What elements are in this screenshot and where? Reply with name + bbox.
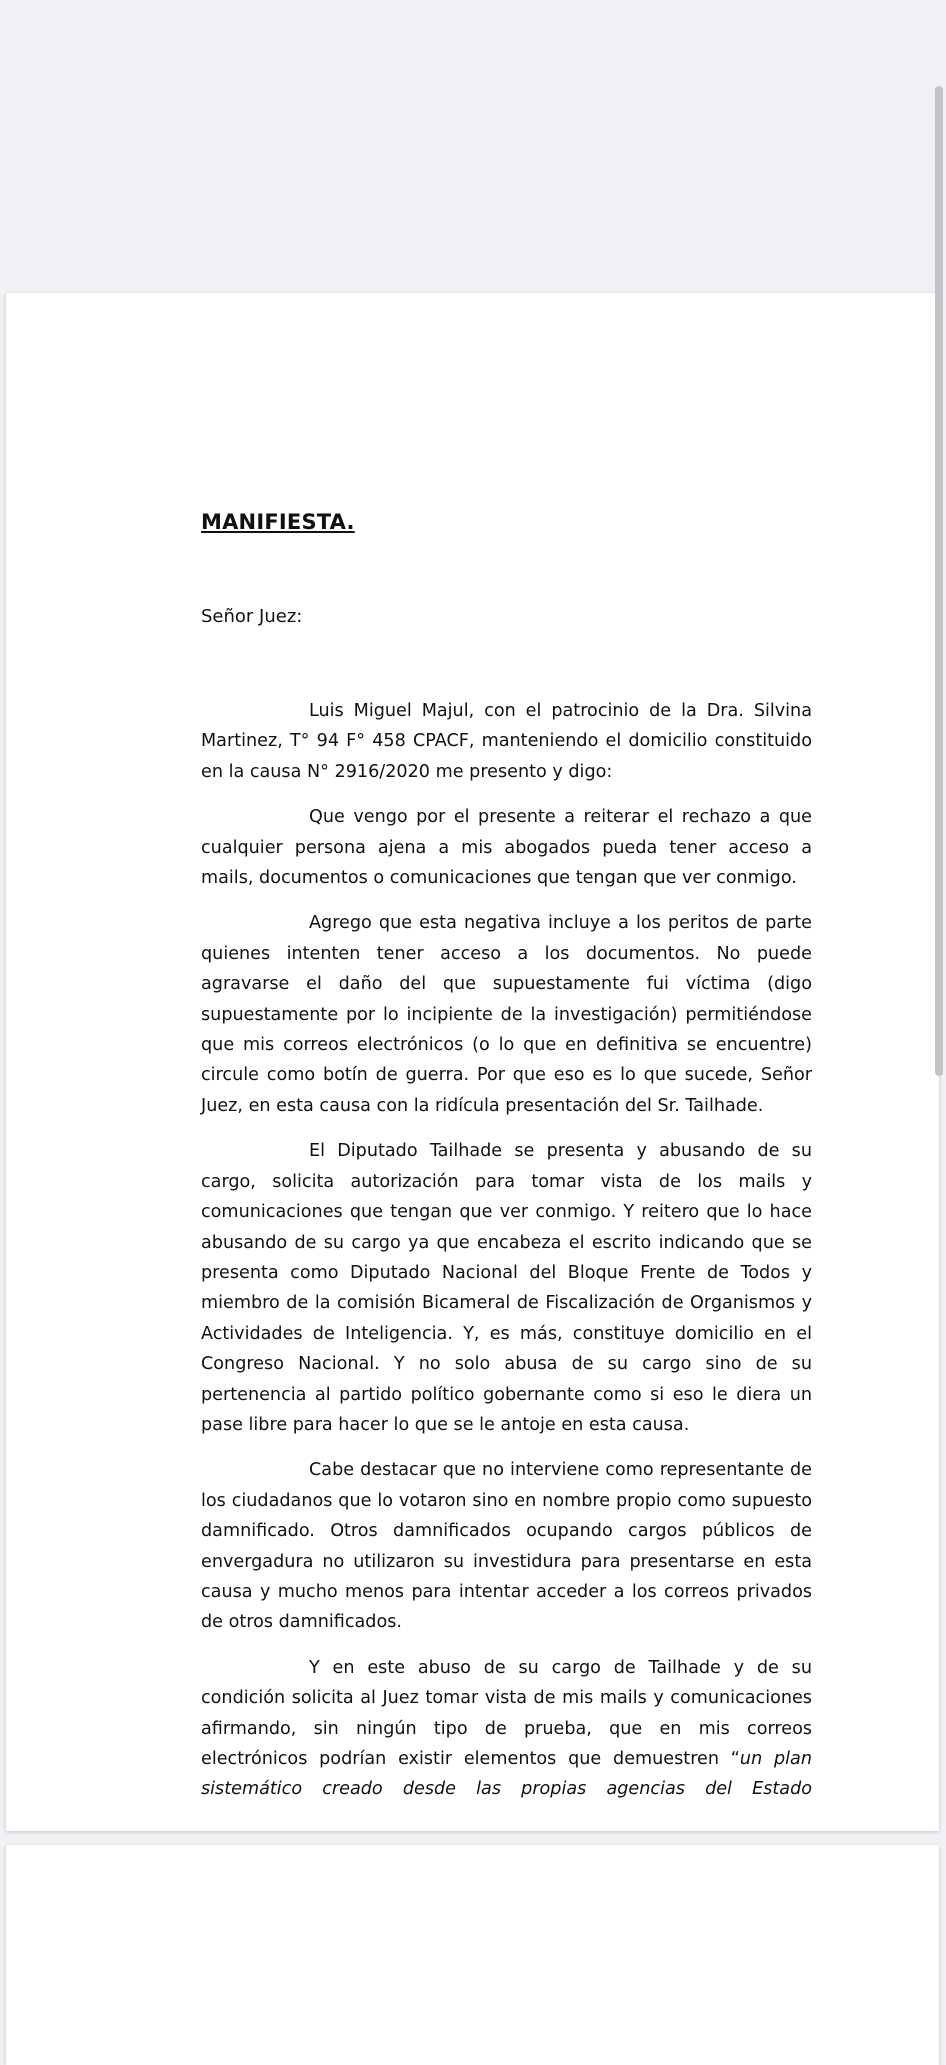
- paragraph-5: Cabe destacar que no interviene como representante de los ciudadanos que lo votaron sino en nombre propio como supuesto damnificado. Otros damnificados ocupando cargos públicos de envergadura no utilizaron su investidura para presentarse en esta causa y mucho menos para intentar acceder a los correos privados de otros damnificados.: [201, 1460, 812, 1633]
- paragraph-6-text: Y en este abuso de su cargo de Tailhade y de su condición solicita al Juez tomar vista de mis mails y comunicaciones afirmando, sin ningún tipo de prueba, que en mis correos electrónicos podrían existir elementos que demuestren “: [201, 1657, 812, 1769]
- paragraph-4: El Diputado Tailhade se presenta y abusando de su cargo, solicita autorización para tomar vista de los mails y comunicaciones que tengan que ver conmigo. Y reitero que lo hace abusando de su cargo ya que encabeza el escrito indicando que se presenta como Diputado Nacional del Bloque Frente de Todos y miembro de la comisión Bicameral de Fiscalización de Organismos y Actividades de Inteligencia. Y, es más, constituye domicilio en el Congreso Nacional. Y no solo abusa de su cargo sino de su pertenencia al partido político gobernante como si eso le diera un pase libre para hacer lo que se le antoje en esta causa.: [201, 1141, 812, 1435]
- paragraph-6: [201, 1653, 812, 1805]
- paragraph-3: Agrego que esta negativa incluye a los peritos de parte quienes intenten tener acceso a los documentos. No puede agravarse el daño del que supuestamente fui víctima (digo supuestamente por lo incipiente de la investigación) permitiéndose que mis correos electrónicos (o lo que en definitiva se encuentre) circule como botín de guerra. Por que eso es lo que sucede, Señor Juez, en esta causa con la ridícula presentación del Sr. Tailhade.: [201, 913, 812, 1116]
- document-page-1: [6, 293, 939, 1831]
- document-heading: MANIFIESTA.: [201, 510, 355, 534]
- paragraph-1: Luis Miguel Majul, con el patrocinio de la Dra. Silvina Martinez, T° 94 F° 458 CPACF, manteniendo el domicilio constituido en la causa N° 2916/2020 me presento y digo:: [201, 701, 812, 782]
- paragraph-6-quote: un plan sistemático creado desde las propias agencias del Estado: [201, 1749, 812, 1800]
- scrollbar-thumb[interactable]: [935, 86, 943, 1076]
- paragraph-2: Que vengo por el presente a reiterar el rechazo a que cualquier persona ajena a mis abogados pueda tener acceso a mails, documentos o comunicaciones que tengan que ver conmigo.: [201, 807, 812, 889]
- document-page-2: [6, 1845, 939, 2065]
- document-body: [201, 696, 812, 1820]
- salutation: Señor Juez:: [201, 606, 303, 627]
- scrollbar[interactable]: [932, 0, 946, 2048]
